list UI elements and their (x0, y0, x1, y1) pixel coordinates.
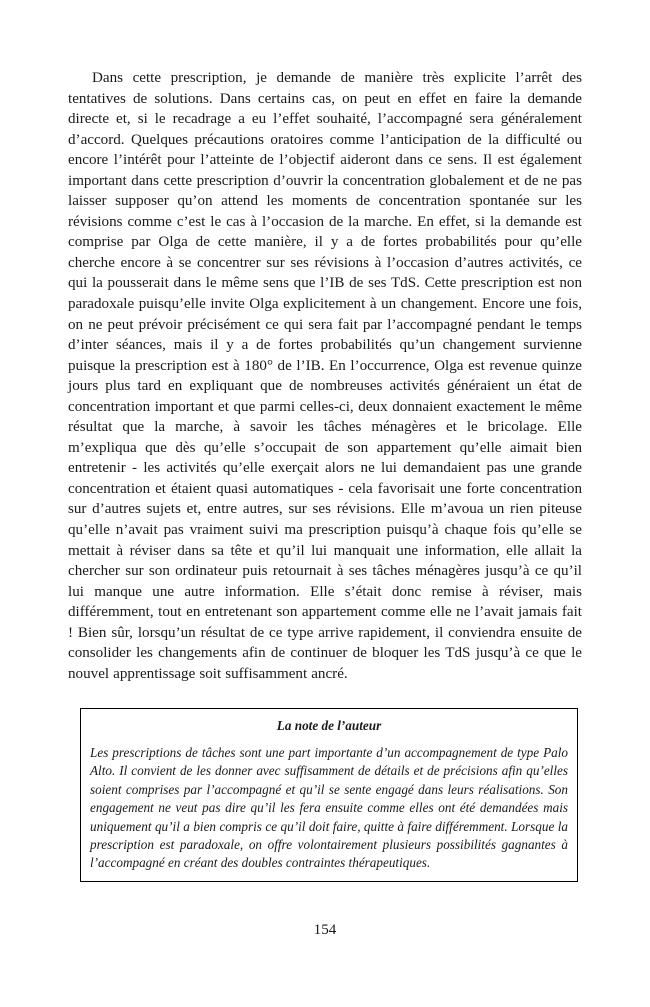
author-note-body: Les prescriptions de tâches sont une part importante d’un accompagnement de type Palo Alto. Il convient de les donner avec suffisamment de détails et de précisions afin qu’elles soient comprises par l’accompagné et qu’il se sente engagé dans leurs réalisations. Son engagement ne veut pas dire qu’il les fera ensuite comme elles ont été demandées mais uniquement qu’il a bien compris ce qu’il doit faire, quitte à faire différemment. Lorsque la prescription est paradoxale, on offre volontairement plusieurs possibilités gagnantes à l’accompagné en créant des doubles contraintes thérapeutiques. (90, 745, 568, 871)
author-note-box (80, 708, 578, 882)
page-number: 154 (313, 922, 337, 938)
author-note-title: La note de l’auteur (276, 718, 382, 733)
main-text-column (68, 68, 582, 684)
body-paragraph: Dans cette prescription, je demande de manière très explicite l’arrêt des tentatives de solutions. Dans certains cas, on peut en effet en faire la demande directe et, si le recadrage a eu l’effet souhaité, l’accompagné sera généralement d’accord. Quelques précautions oratoires comme l’anticipation de la difficulté ou encore l’intérêt pour l’atteinte de l’objectif aideront dans ce sens. Il est également important dans cette prescription d’ouvrir la concentration globalement et de ne pas laisser supposer qu’on attend les moments de concentration spontanée sur les révisions comme c’est le cas à l’occasion de la marche. En effet, si la demande est comprise par Olga de cette manière, il y a de fortes probabilités pour qu’elle cherche encore à se concentrer sur ses révisions à l’occasion d’autres activités, ce qui la pousserait dans le même sens que l’IB de ses TdS. Cette prescription est non paradoxale puisqu’elle invite Olga explicitement à un changement. Encore une fois, on ne peut prévoir précisément ce qui sera fait par l’accompagné pendant le temps d’inter séances, mais il y a de fortes probabilités qu’un changement survienne puisque la prescription est à 180° de l’IB. En l’occurrence, Olga est revenue quinze jours plus tard en expliquant que de nombreuses activités généraient un état de concentration important et que parmi celles-ci, deux donnaient exactement le même résultat que la marche, à savoir les tâches ménagères et le bricolage. Elle m’expliqua que dès qu’elle s’occupait de son appartement qu’elle aimait bien entretenir - les activités qu’elle exerçait alors ne lui demandaient pas une grande concentration et étaient quasi automatiques - cela favorisait une forte concentration sur d’autres sujets et, entre autres, sur ses révisions. Elle m’avoua un rien piteuse qu’elle n’avait pas vraiment suivi ma prescription puisqu’à chaque fois qu’elle se mettait à réviser dans sa tête et qu’il lui manquait une information, elle allait la chercher sur son ordinateur puis retournait à ses tâches ménagères jusqu’à ce qu’il lui manque une autre information. Elle s’était donc remise à réviser, mais différemment, tout en entretenant son appartement comme elle ne l’avait jamais fait ! Bien sûr, lorsqu’un résultat de ce type arrive rapidement, il conviendra ensuite de consolider les changements afin de continuer de bloquer les TdS jusqu’à ce que le nouvel apprentissage soit suffisamment ancré. (68, 70, 582, 682)
